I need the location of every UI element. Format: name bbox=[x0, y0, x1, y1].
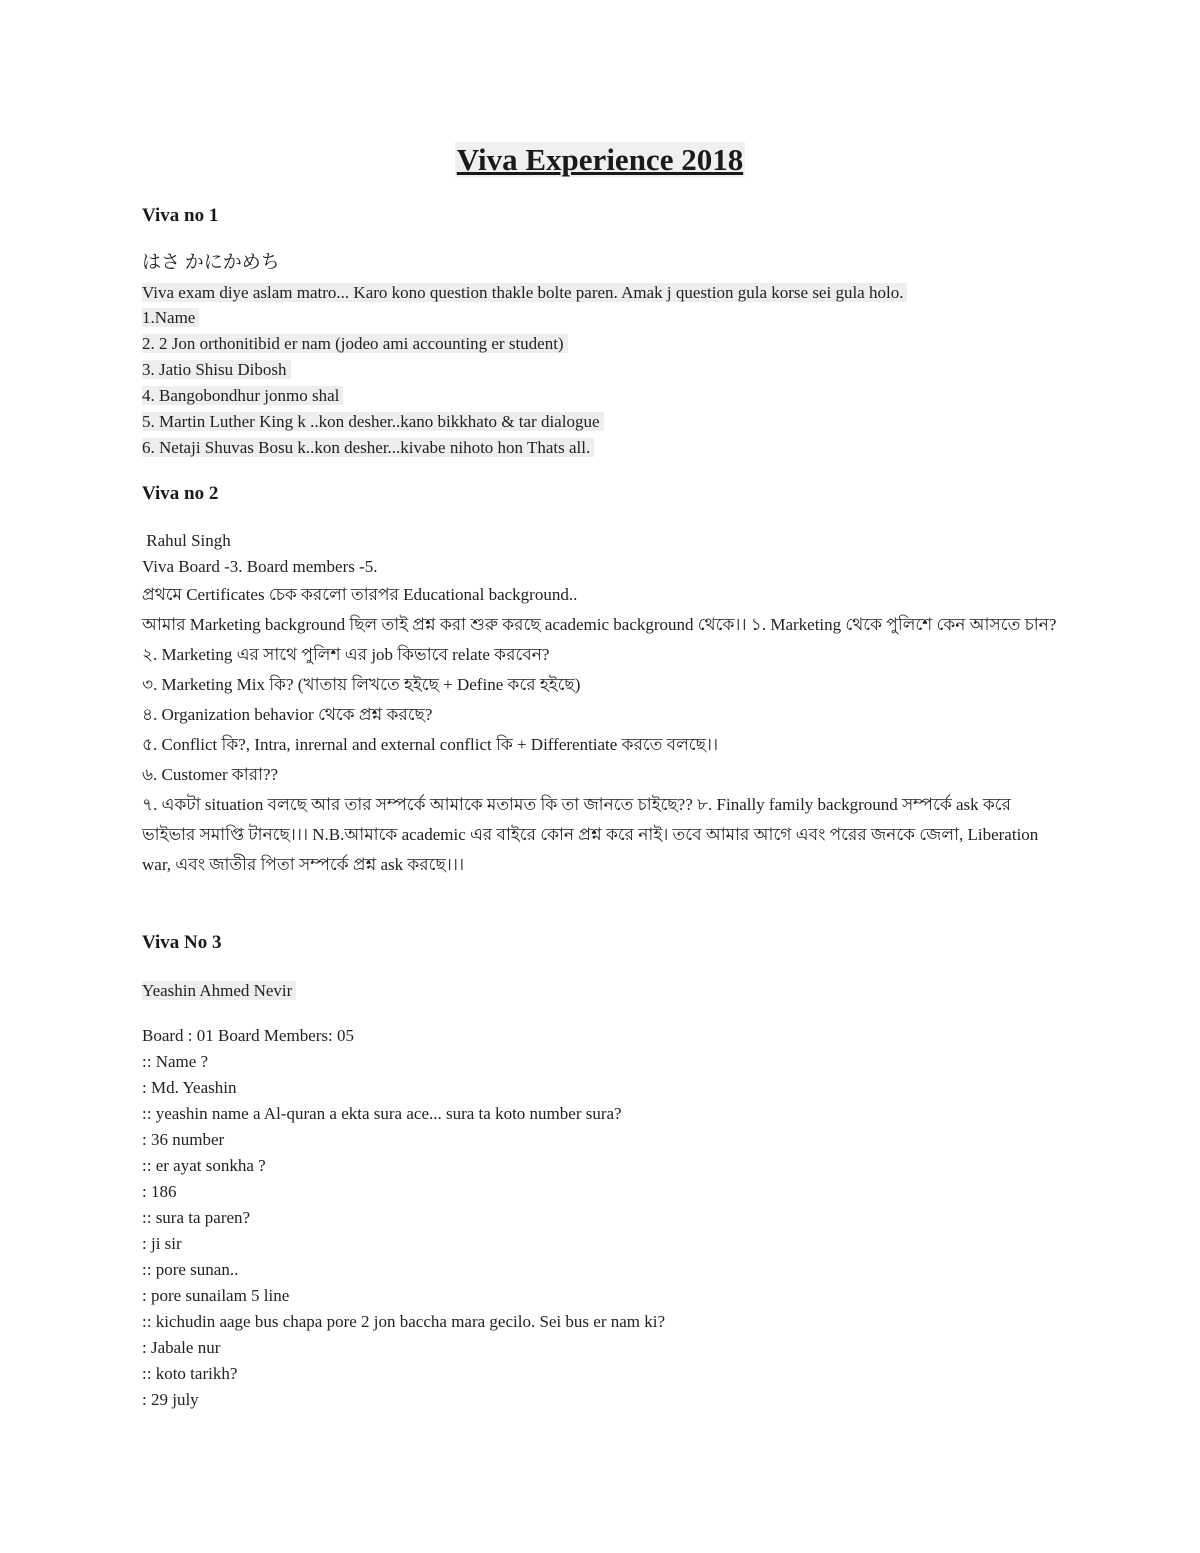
viva2-paragraph: ৩. Marketing Mix কি? (খাতায় লিখতে হইছে + Define করে হইছে) bbox=[142, 675, 581, 694]
viva3-candidate-name: Yeashin Ahmed Nevir bbox=[142, 979, 296, 1003]
viva3-line: : Jabale nur bbox=[142, 1338, 221, 1357]
viva3-line: :: yeashin name a Al-quran a ekta sura ace... sura ta koto number sura? bbox=[142, 1104, 622, 1123]
viva1-line: 5. Martin Luther King k ..kon desher..kano bikkhato & tar dialogue bbox=[142, 410, 604, 434]
viva2-board-info: Viva Board -3. Board members -5. bbox=[142, 557, 378, 576]
viva1-heading: Viva no 1 bbox=[142, 205, 219, 226]
viva2-paragraph: ২. Marketing এর সাথে পুলিশ এর job কিভাবে relate করবেন? bbox=[142, 645, 550, 664]
viva2-paragraph: প্রথমে Certificates চেক করলো তারপর Educational background.. bbox=[142, 585, 578, 604]
viva2-paragraph: ৬. Customer কারা?? bbox=[142, 765, 279, 784]
viva3-line: Board : 01 Board Members: 05 bbox=[142, 1026, 354, 1045]
viva1-line: 3. Jatio Shisu Dibosh bbox=[142, 358, 291, 382]
document-title: Viva Experience 2018 bbox=[456, 142, 744, 177]
viva3-line: : 29 july bbox=[142, 1390, 199, 1409]
viva3-line: :: kichudin aage bus chapa pore 2 jon baccha mara gecilo. Sei bus er nam ki? bbox=[142, 1312, 666, 1331]
viva3-line: :: er ayat sonkha ? bbox=[142, 1156, 266, 1175]
viva3-heading: Viva No 3 bbox=[142, 932, 222, 953]
viva1-line: 2. 2 Jon orthonitibid er nam (jodeo ami accounting er student) bbox=[142, 332, 568, 356]
viva1-line: 4. Bangobondhur jonmo shal bbox=[142, 384, 343, 408]
viva2-paragraph: ৫. Conflict কি?, Intra, inrernal and external conflict কি + Differentiate করতে বলছে।। bbox=[142, 735, 719, 754]
viva1-line: はさ かにかめち bbox=[142, 252, 280, 273]
viva3-line: : Md. Yeashin bbox=[142, 1078, 237, 1097]
viva1-line: 1.Name bbox=[142, 306, 199, 330]
viva3-line: : 186 bbox=[142, 1182, 177, 1201]
viva3-line: :: koto tarikh? bbox=[142, 1364, 238, 1383]
viva2-paragraph: ৪. Organization behavior থেকে প্রশ্ন করছে? bbox=[142, 705, 433, 724]
viva3-line: : 36 number bbox=[142, 1130, 225, 1149]
viva2-candidate-name: Rahul Singh bbox=[142, 531, 231, 550]
viva2-paragraph: ৭. একটা situation বলছে আর তার সম্পর্কে আমাকে মতামত কি তা জানতে চাইছে?? ৮. Finally family background সম্পর্কে ask করে ভাইভার সমাপ্তি টানছে।।। N.B.আমাকে academic এর বাইরে কোন প্রশ্ন করে নাই। তবে আমার আগে এবং পরের জনকে জেলা, Liberation war, এবং জাতীর পিতা সম্পর্কে প্রশ্ন ask করছে।।। bbox=[142, 795, 1039, 874]
viva3-line: :: sura ta paren? bbox=[142, 1208, 251, 1227]
viva3-line: :: pore sunan.. bbox=[142, 1260, 239, 1279]
viva2-body bbox=[142, 580, 1062, 880]
viva1-line: Viva exam diye aslam matro... Karo kono question thakle bolte paren. Amak j question gula korse sei gula holo. bbox=[142, 281, 907, 305]
viva1-line: 6. Netaji Shuvas Bosu k..kon desher...kivabe nihoto hon Thats all. bbox=[142, 436, 594, 460]
viva3-line: : ji sir bbox=[142, 1234, 182, 1253]
viva2-paragraph: আমার Marketing background ছিল তাই প্রশ্ন করা শুরু করছে academic background থেকে।। ১. Marketing থেকে পুলিশে কেন আসতে চান? bbox=[142, 615, 1057, 634]
viva2-heading: Viva no 2 bbox=[142, 483, 219, 504]
viva3-line: :: Name ? bbox=[142, 1052, 209, 1071]
viva3-line: : pore sunailam 5 line bbox=[142, 1286, 290, 1305]
